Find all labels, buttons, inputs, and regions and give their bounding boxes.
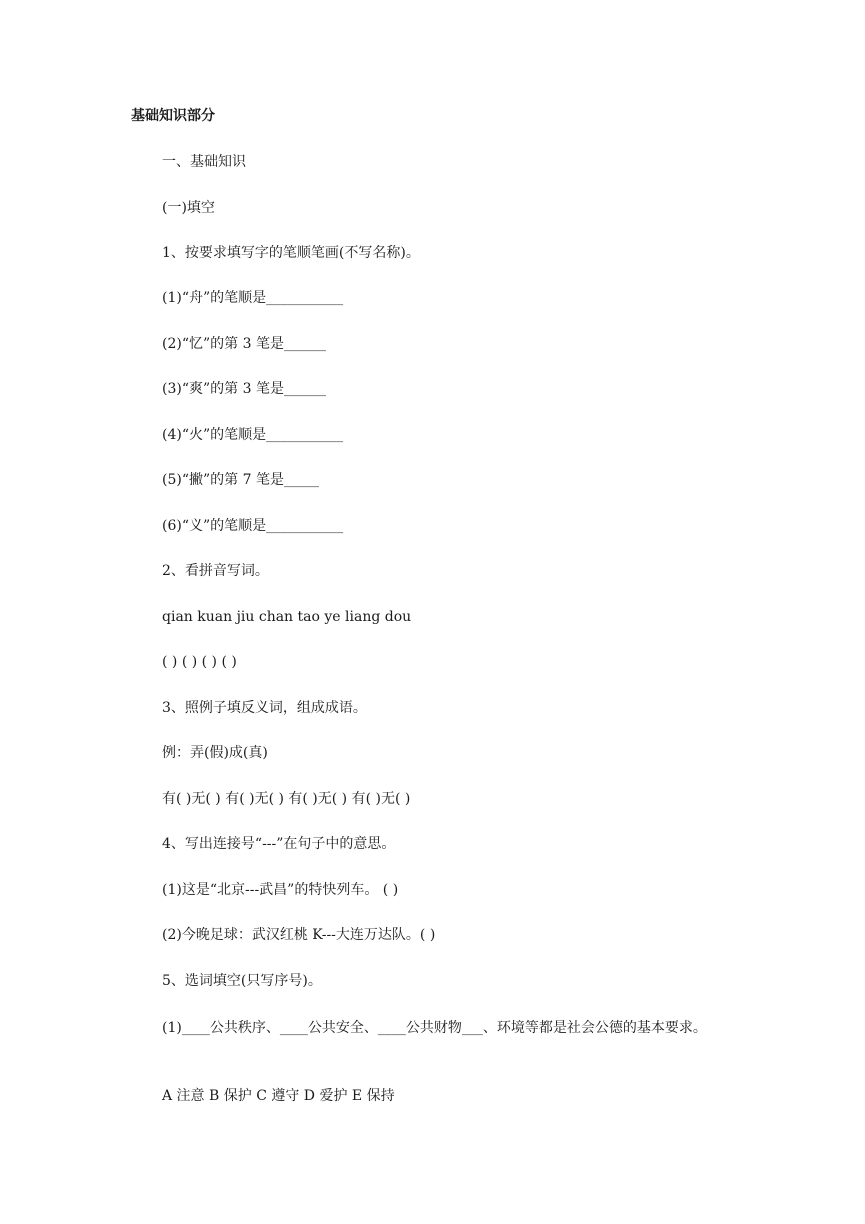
question-3-example: 例：弄(假)成(真) <box>162 745 268 761</box>
subsection-heading: (一)填空 <box>162 200 215 216</box>
question-1-item: (5)“撇”的第 7 笔是_____ <box>162 472 319 488</box>
question-3-blanks: 有( )无( ) 有( )无( ) 有( )无( ) 有( )无( ) <box>162 791 411 807</box>
question-1-item: (2)“忆”的第 3 笔是______ <box>162 336 326 352</box>
question-5-item: (1)____公共秩序、____公共安全、____公共财物___、环境等都是社会公德的基本要求。 <box>162 1020 707 1036</box>
question-1-item: (6)“义”的笔顺是___________ <box>162 518 344 534</box>
question-4-item: (1)这是“北京---武昌”的特快列车。 ( ) <box>162 882 399 898</box>
question-3-prompt: 3、照例子填反义词，组成成语。 <box>162 700 367 716</box>
section-heading: 一、基础知识 <box>162 154 246 170</box>
question-5-prompt: 5、选词填空(只写序号)。 <box>162 973 322 989</box>
question-4-prompt: 4、写出连接号“---”在句子中的意思。 <box>162 836 396 852</box>
question-4-item: (2)今晚足球：武汉红桃 K---大连万达队。( ) <box>162 927 436 943</box>
question-1-item: (3)“爽”的第 3 笔是______ <box>162 381 326 397</box>
question-1-prompt: 1、按要求填写字的笔顺笔画(不写名称)。 <box>162 245 420 261</box>
document-title: 基础知识部分 <box>131 108 215 124</box>
question-1-item: (1)“舟”的笔顺是___________ <box>162 290 344 306</box>
question-1-item: (4)“火”的笔顺是___________ <box>162 427 344 443</box>
pinyin-line: qian kuan jiu chan tao ye liang dou <box>162 609 412 625</box>
question-5-options: A 注意 B 保护 C 遵守 D 爱护 E 保持 <box>162 1088 395 1104</box>
pinyin-blanks: ( ) ( ) ( ) ( ) <box>162 654 237 670</box>
question-2-prompt: 2、看拼音写词。 <box>162 563 269 579</box>
